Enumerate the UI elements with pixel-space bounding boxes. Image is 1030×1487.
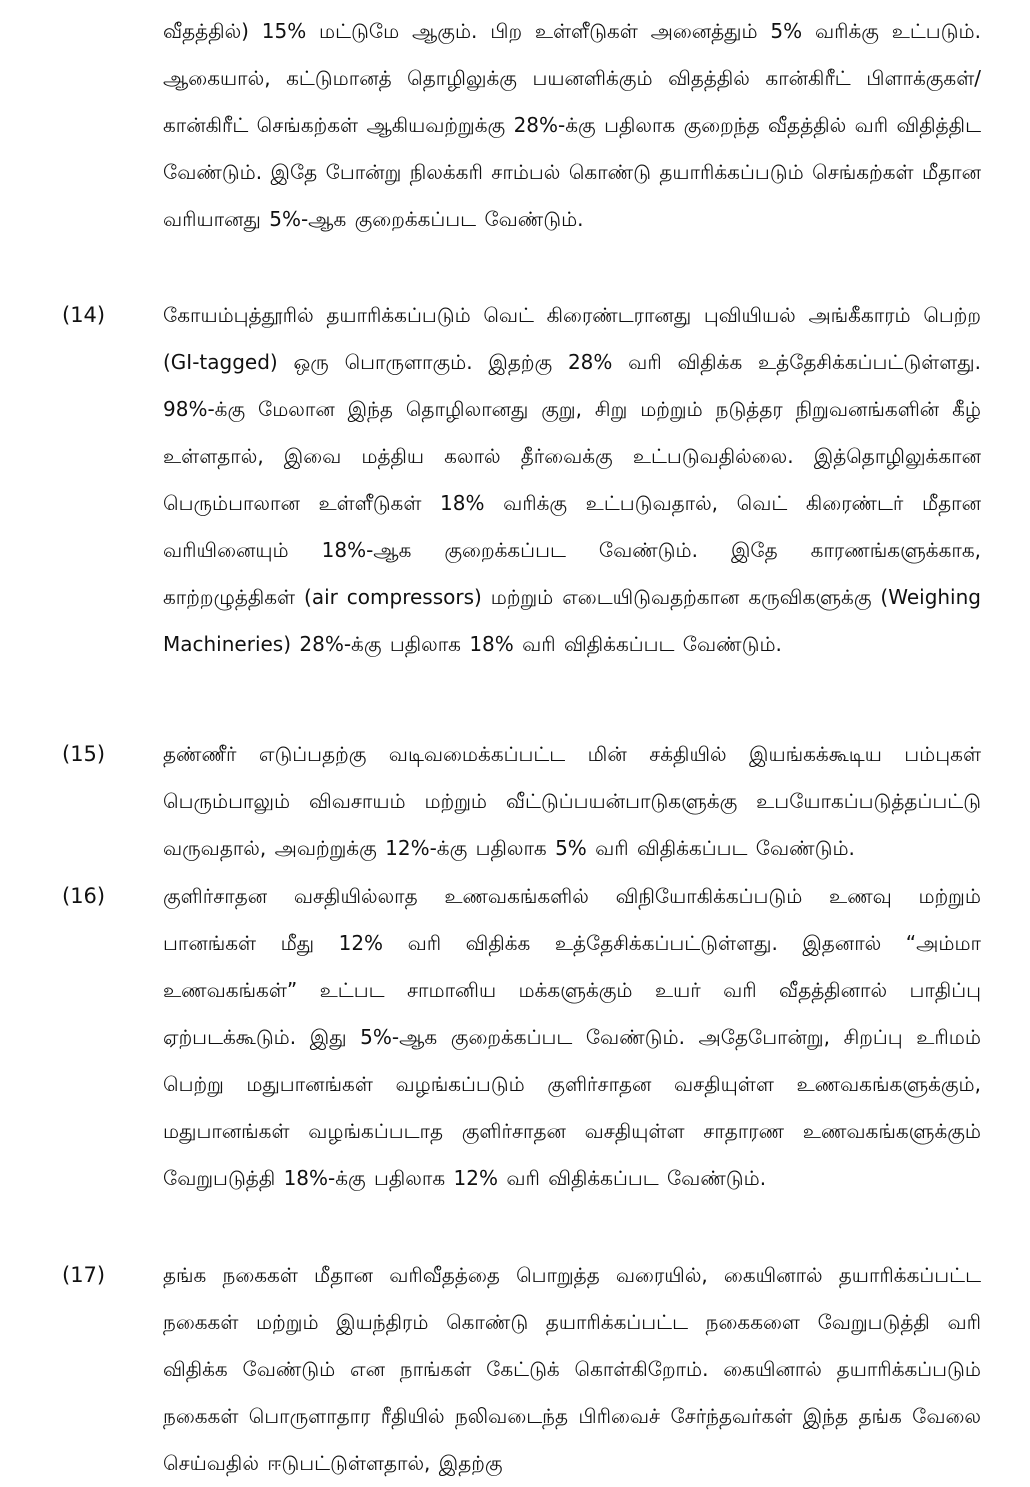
paragraph-text: தங்க நகைகள் மீதான வரிவீதத்தை பொறுத்த வரையில், கையினால் தயாரிக்கப்பட்ட நகைகள் மற்றும் இயந்திரம் கொண்டு தயாரிக்கப்பட்ட நகைகளை வேறுபடுத்தி வரி விதிக்க வேண்டும் என நாங்கள் கேட்டுக் கொள்கிறோம். கையினால் தயாரிக்கப்படும் நகைகள் பொருளாதார ரீதியில் நலிவடைந்த பிரிவைச் சேர்ந்தவர்கள் இந்த தங்க வேலை செய்வதில் ஈடுபட்டுள்ளதால், இதற்கு <box>163 1263 981 1475</box>
paragraph-text: வீதத்தில்) 15% மட்டுமே ஆகும். பிற உள்ளீடுகள் அனைத்தும் 5% வரிக்கு உட்படும். ஆகையால், கட்டுமானத் தொழிலுக்கு பயனளிக்கும் விதத்தில் கான்கிரீட் பிளாக்குகள்/கான்கிரீட் செங்கற்கள் ஆகியவற்றுக்கு 28%-க்கு பதிலாக குறைந்த வீதத்தில் வரி விதித்திட வேண்டும். இதே போன்று நிலக்கரி சாம்பல் கொண்டு தயாரிக்கப்படும் செங்கற்கள் மீதான வரியானது 5%-ஆக குறைக்கப்பட வேண்டும். <box>163 19 981 231</box>
paragraph-number: (15) <box>62 742 106 766</box>
paragraph-text: குளிர்சாதன வசதியில்லாத உணவகங்களில் விநியோகிக்கப்படும் உணவு மற்றும் பானங்கள் மீது 12% வரி விதிக்க உத்தேசிக்கப்பட்டுள்ளது. இதனால் “அம்மா உணவகங்கள்” உட்பட சாமானிய மக்களுக்கும் உயர் வரி வீதத்தினால் பாதிப்பு ஏற்படக்கூடும். இது 5%-ஆக குறைக்கப்பட வேண்டும். அதேபோன்று, சிறப்பு உரிமம் பெற்று மதுபானங்கள் வழங்கப்படும் குளிர்சாதன வசதியுள்ள உணவகங்களுக்கும், மதுபானங்கள் வழங்கப்படாத குளிர்சாதன வசதியுள்ள சாதாரண உணவகங்களுக்கும் வேறுபடுத்தி 18%-க்கு பதிலாக 12% வரி விதிக்கப்பட வேண்டும். <box>163 884 981 1190</box>
paragraph-number: (16) <box>62 884 106 908</box>
paragraph-number: (14) <box>62 303 106 327</box>
paragraph-number: (17) <box>62 1263 106 1287</box>
paragraph-text: கோயம்புத்தூரில் தயாரிக்கப்படும் வெட் கிரைண்டரானது புவியியல் அங்கீகாரம் பெற்ற (GI-tagged) ஒரு பொருளாகும். இதற்கு 28% வரி விதிக்க உத்தேசிக்கப்பட்டுள்ளது. 98%-க்கு மேலான இந்த தொழிலானது குறு, சிறு மற்றும் நடுத்தர நிறுவனங்களின் கீழ் உள்ளதால், இவை மத்திய கலால் தீர்வைக்கு உட்படுவதில்லை. இத்தொழிலுக்கான பெரும்பாலான உள்ளீடுகள் 18% வரிக்கு உட்படுவதால், வெட் கிரைண்டர் மீதான வரியினையும் 18%-ஆக குறைக்கப்பட வேண்டும். இதே காரணங்களுக்காக, காற்றழுத்திகள் (air compressors) மற்றும் எடையிடுவதற்கான கருவிகளுக்கு (Weighing Machineries) 28%-க்கு பதிலாக 18% வரி விதிக்கப்பட வேண்டும். <box>163 303 981 656</box>
paragraph-text: தண்ணீர் எடுப்பதற்கு வடிவமைக்கப்பட்ட மின் சக்தியில் இயங்கக்கூடிய பம்புகள் பெரும்பாலும் விவசாயம் மற்றும் வீட்டுப்பயன்பாடுகளுக்கு உபயோகப்படுத்தப்பட்டு வருவதால், அவற்றுக்கு 12%-க்கு பதிலாக 5% வரி விதிக்கப்பட வேண்டும். <box>163 742 981 860</box>
